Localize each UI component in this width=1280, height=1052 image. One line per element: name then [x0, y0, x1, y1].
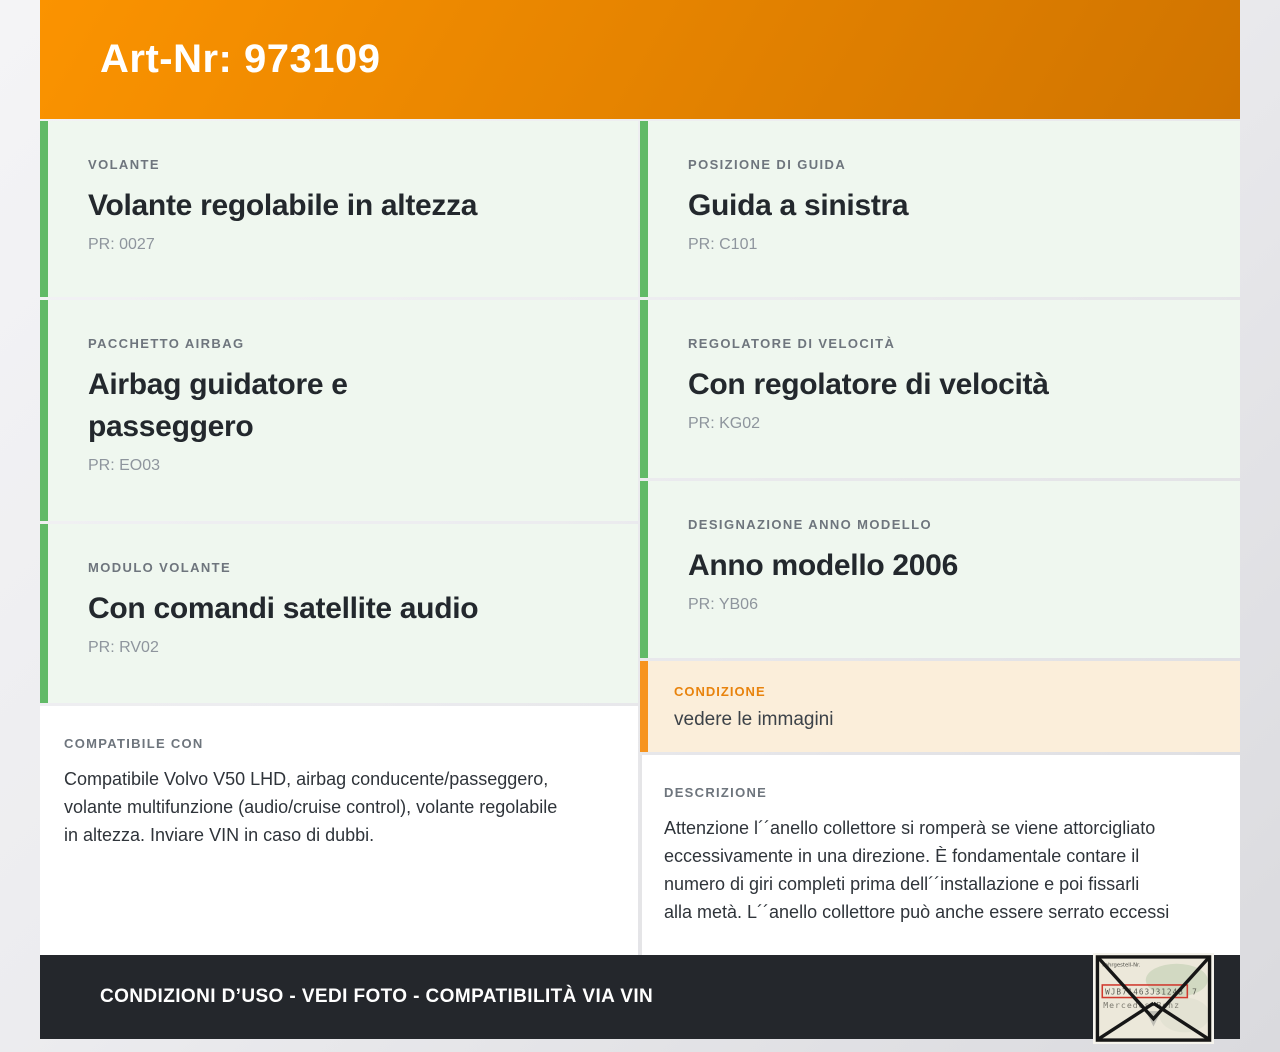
- page-header: [40, 0, 1240, 119]
- attribute-card-regolatore: [640, 300, 1240, 478]
- attribute-label: DESIGNAZIONE ANNO MODELLO: [688, 517, 932, 532]
- pr-code: PR: YB06: [688, 596, 758, 613]
- description-label: DESCRIZIONE: [664, 785, 768, 800]
- attribute-card-airbag: [40, 300, 638, 521]
- article-number-title: Art-Nr: 973109: [100, 37, 381, 81]
- attribute-value: Volante regolabile in altezza: [88, 189, 478, 222]
- attribute-label: MODULO VOLANTE: [88, 560, 232, 575]
- pr-code: PR: EO03: [88, 457, 161, 474]
- attribute-card-anno-modello: [640, 481, 1240, 658]
- attribute-value: Guida a sinistra: [688, 189, 909, 222]
- attribute-value: Con regolatore di velocità: [688, 368, 1049, 401]
- compatibility-label: COMPATIBILE CON: [64, 736, 204, 751]
- vin-document-envelope-image: [1093, 953, 1214, 1044]
- condition-card: [640, 661, 1240, 752]
- pr-code: PR: 0027: [88, 236, 155, 253]
- attribute-value: Con comandi satellite audio: [88, 592, 479, 625]
- right-column: [640, 121, 1240, 955]
- pr-code: PR: C101: [688, 236, 758, 253]
- attribute-label: POSIZIONE DI GUIDA: [688, 157, 847, 172]
- doc-label-text: Fahrgestell-Nr.: [1102, 962, 1141, 969]
- vin-text: WJB71463J3124B: [1105, 987, 1184, 997]
- condition-value: vedere le immagini: [674, 709, 834, 730]
- attribute-card-modulo-volante: [40, 524, 638, 703]
- attribute-card-posizione-guida: [640, 121, 1240, 297]
- attribute-value: Anno modello 2006: [688, 549, 958, 582]
- compatibility-section: [40, 706, 638, 955]
- attribute-label: PACCHETTO AIRBAG: [88, 336, 245, 351]
- vin-suffix-text: 7: [1192, 987, 1197, 997]
- pr-code: PR: RV02: [88, 639, 159, 656]
- attribute-card-volante: [40, 121, 638, 297]
- footer-conditions-text: CONDIZIONI D’USO - VEDI FOTO - COMPATIBILITÀ VIA VIN: [100, 986, 654, 1007]
- description-section: [640, 755, 1240, 955]
- left-column: [40, 121, 638, 955]
- envelope-over-registration-document-icon: [1095, 955, 1212, 1042]
- attribute-label: REGOLATORE DI VELOCITÀ: [688, 336, 896, 351]
- brand-text: Mercedes-Benz: [1103, 1000, 1181, 1011]
- condition-label: CONDIZIONE: [674, 684, 766, 699]
- listing-page: [40, 0, 1240, 1039]
- compatibility-text: Compatibile Volvo V50 LHD, airbag conducente/passeggero, volante multifunzione (audio/cruise control), volante regolabile in altezza. Inviare VIN in caso di dubbi.: [64, 769, 558, 846]
- attribute-label: VOLANTE: [88, 157, 160, 172]
- attribute-value: Airbag guidatore e passeggero: [88, 368, 348, 443]
- description-text: Attenzione l´´anello collettore si romperà se viene attorcigliato eccessivamente in una direzione. È fondamentale contare il numero di giri completi prima dell´´installazione e poi fissarli alla metà. L´´anello collettore può anche essere serrato eccessi: [664, 818, 1170, 923]
- footer-bar: [40, 955, 1240, 1039]
- attribute-grid: [40, 121, 1240, 955]
- pr-code: PR: KG02: [688, 415, 761, 432]
